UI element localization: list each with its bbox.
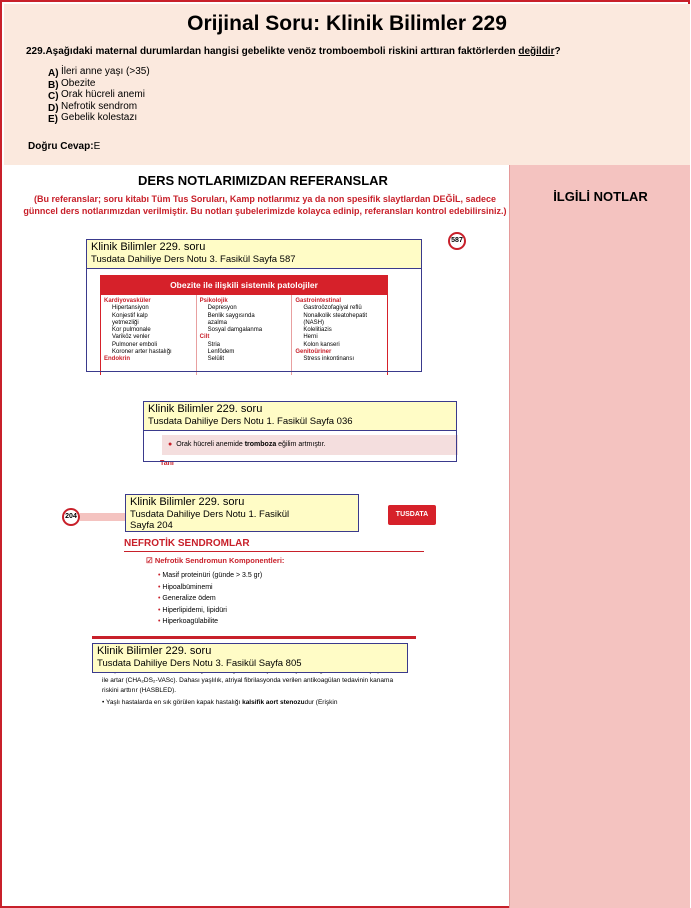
- page-title: Orijinal Soru: Klinik Bilimler 229: [187, 12, 507, 35]
- correct-answer: [28, 141, 100, 152]
- list-item: Variköz venler: [112, 334, 150, 341]
- divider: [124, 551, 424, 552]
- column-heading: Gastrointestinal: [295, 298, 342, 304]
- section-heading: NEFROTİK SENDROMLAR: [124, 538, 250, 549]
- list-item: • Hiperlipidemi, lipidüri: [158, 605, 262, 617]
- reference-question: Klinik Bilimler 229. soru: [148, 403, 263, 415]
- table-title: Obezite ile ilişkili sistemik patolojiler: [100, 275, 388, 295]
- option-text: Nefrotik sendrom: [61, 100, 138, 112]
- answer-options: [48, 66, 150, 124]
- text-bold: kalsifik aort stenozu: [242, 699, 305, 706]
- notes-column: [509, 165, 690, 908]
- list-item: azalma: [207, 319, 228, 326]
- component-list: [158, 570, 262, 628]
- column-heading: Genitoüriner: [295, 349, 332, 356]
- reference-page: Sayfa 204: [130, 520, 173, 531]
- note-subheading: Tanı: [160, 460, 174, 467]
- option-text: Obezite: [61, 77, 96, 89]
- reference-outline-2: [143, 430, 457, 462]
- list-item: Kolelitiazis: [303, 327, 332, 334]
- text-pre: Yaşlı hastalarda en sık görülen kapak hastalığı: [105, 699, 243, 706]
- list-item: Koroner arter hastalığı: [112, 349, 172, 356]
- list-item: Depresyon: [207, 305, 237, 312]
- option-d[interactable]: [48, 101, 150, 113]
- text-post: ile artar (CHA₂DS₂-VASc). Dahası yaşlılık, atriyal fibrilasyonda verilen antikoagülan tedavinin kanama riskini arttırır (HASBLED).: [102, 677, 394, 694]
- option-letter: E): [48, 114, 58, 126]
- option-letter: B): [48, 79, 59, 91]
- divider: [92, 636, 416, 639]
- option-text: İleri anne yaşı (>35): [61, 66, 150, 77]
- list-item: • Hipoalbüminemi: [158, 582, 262, 594]
- option-c[interactable]: [48, 89, 150, 101]
- question-emphasis: değildir: [518, 46, 555, 57]
- list-item: • Hiperkoagülabilite: [158, 616, 262, 628]
- notes-title: İLGİLİ NOTLAR: [553, 189, 648, 204]
- option-text: Gebelik kolestazı: [61, 112, 138, 124]
- answer-value: E: [93, 141, 101, 152]
- list-item: Stress inkontinansı: [303, 356, 355, 363]
- column-heading: Psikolojik: [199, 298, 228, 304]
- question-end: ?: [554, 46, 561, 57]
- reference-outline-1: [86, 268, 422, 372]
- question-main: 229.Aşağıdaki maternal durumlardan hangisi gebelikte venöz tromboemboli riskini arttıran faktörlerden: [26, 46, 519, 57]
- subheading-text: Nefrotik Sendromun Komponentleri:: [154, 556, 285, 565]
- option-e[interactable]: [48, 112, 150, 124]
- section-subheading: ☑ Nefrotik Sendromun Komponentleri:: [146, 556, 285, 565]
- reference-box-3: [125, 494, 359, 532]
- list-item: Kolon kanseri: [303, 341, 340, 348]
- reference-box-4: [92, 643, 408, 673]
- reference-source: Tusdata Dahiliye Ders Notu 1. Fasikül: [130, 508, 290, 520]
- list-item: Herni: [303, 334, 318, 341]
- option-b[interactable]: [48, 78, 150, 90]
- option-letter: A): [48, 68, 59, 79]
- option-a[interactable]: [48, 66, 150, 78]
- list-item: yetmezliği: [112, 319, 139, 326]
- question-panel: [4, 4, 690, 165]
- option-letter: D): [48, 102, 59, 114]
- list-item: • Generalize ödem: [158, 593, 262, 605]
- reference-box-1: [86, 239, 422, 269]
- list-item: Lenfödem: [207, 349, 235, 356]
- text-post: dur (Erişkin: [304, 699, 338, 706]
- question-text: [26, 46, 676, 57]
- column-heading: Cilt: [199, 334, 210, 341]
- reference-source: Tusdata Dahiliye Ders Notu 3. Fasikül Sayfa 587: [91, 253, 296, 265]
- list-item: Benlik saygısında: [207, 312, 255, 319]
- list-item: Gastroözofagiyal reflü: [303, 305, 362, 312]
- column-heading: Kardiyovasküler: [104, 298, 151, 304]
- list-item: Selülit: [207, 356, 225, 363]
- list-item: • Masif proteinüri (günde > 3.5 gr): [158, 570, 262, 582]
- note-text-bold: tromboza: [244, 441, 277, 448]
- reference-question: Klinik Bilimler 229. soru: [97, 645, 212, 657]
- list-item: Hipertansiyon: [112, 305, 149, 312]
- reference-question: Klinik Bilimler 229. soru: [130, 496, 245, 508]
- note-paragraph: [102, 698, 402, 708]
- list-item: Kor pulmonale: [112, 327, 151, 334]
- note-text-pre: Orak hücreli anemide: [176, 441, 245, 448]
- page-number-badge: 204: [62, 508, 80, 526]
- list-item: Nonalkolik steatohepatit: [303, 312, 368, 319]
- reference-box-2: [143, 401, 457, 431]
- list-item: (NASH): [303, 319, 325, 326]
- list-item: Pulmoner emboli: [112, 341, 158, 348]
- list-item: Sosyal damgalanma: [207, 327, 263, 334]
- note-text-post: eğilim artmıştır.: [276, 441, 326, 448]
- option-text: Orak hücreli anemi: [61, 89, 145, 101]
- tusdata-logo: TUSDATA: [388, 505, 436, 525]
- reference-source: Tusdata Dahiliye Ders Notu 1. Fasikül Sayfa 036: [148, 415, 353, 427]
- page-number-badge: 587: [448, 232, 466, 250]
- list-item: Konjestif kalp: [112, 312, 148, 319]
- option-letter: C): [48, 91, 59, 103]
- column-heading: Endokrin: [104, 356, 131, 363]
- bullet-icon: ●: [168, 441, 173, 448]
- references-subtitle: (Bu referanslar; soru kitabı Tüm Tus Soruları, Kamp notlarımız ya da non spesifik slaytlardan DEĞİL, sadece günncel ders notlarımızdan verilmiştir. Bu notları şubelerimizde kolayca edinip, referansları kontrol edebilirsiniz.): [23, 194, 507, 216]
- reference-source: Tusdata Dahiliye Ders Notu 3. Fasikül Sayfa 805: [97, 657, 302, 669]
- reference-question: Klinik Bilimler 229. soru: [91, 241, 206, 253]
- answer-label: Doğru Cevap:: [28, 141, 94, 152]
- list-item: Stria: [207, 341, 221, 348]
- references-title: DERS NOTLARIMIZDAN REFERANSLAR: [138, 173, 388, 188]
